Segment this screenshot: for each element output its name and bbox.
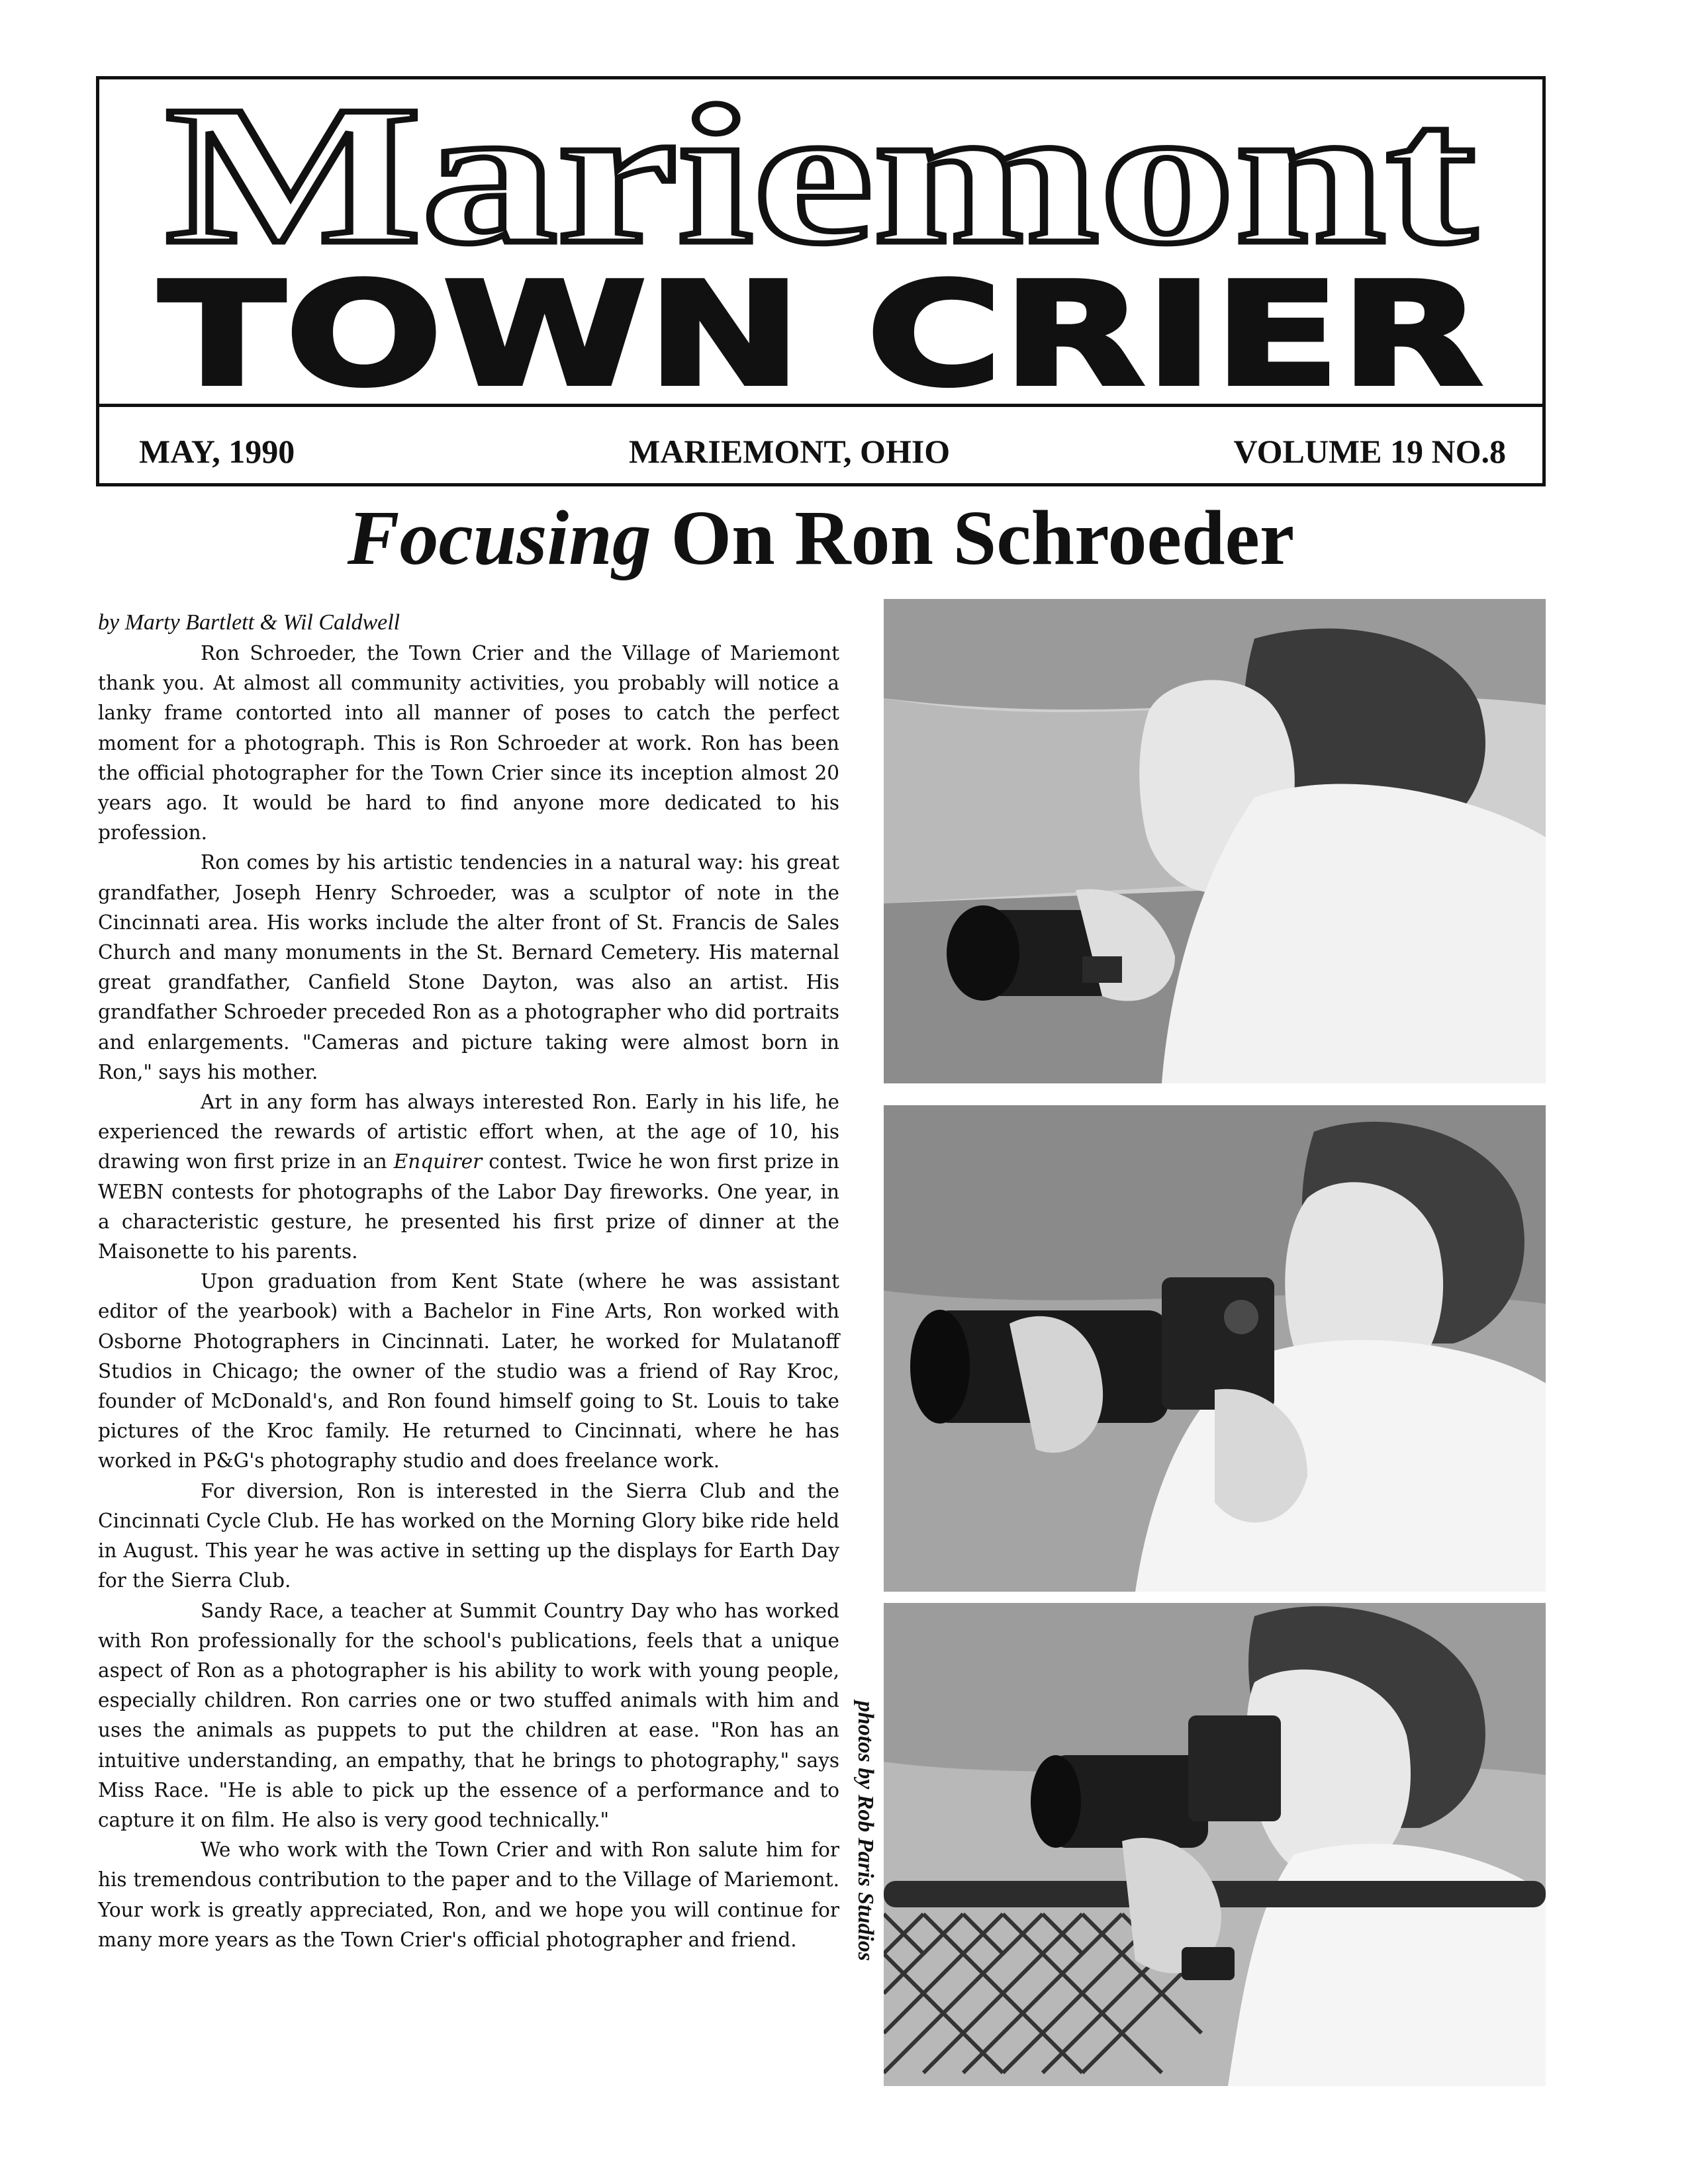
- headline-italic: Focusing: [347, 494, 651, 581]
- photo-credit: photos by Rob Paris Studios: [853, 1701, 878, 1961]
- article-paragraph: Sandy Race, a teacher at Summit Country Day who has worked with Ron professionally for the school's publications, feels that a unique aspect of Ron as a photographer is his ability to work with young people, especially children. Ron carries one or two stuffed animals with him and uses the animals as puppets to put the children at ease. "Ron has an intuitive understanding, an empathy, that he brings to photography," says Miss Race. "He is able to pick up the essence of a performance and to capture it on film. He also is very good technically.": [98, 1599, 839, 1831]
- article-paragraph: Upon graduation from Kent State (where he was assistant editor of the yearbook) with a Bachelor in Fine Arts, Ron worked with Osborne Photographers in Cincinnati. Later, he worked for Mulatanoff Studios in Chicago; the owner of the studio was a friend of Ray Kroc, founder of McDonald's, and Ron found himself going to St. Louis to take pictures of the Kroc family. He returned to Cincinnati, where he has worked in P&G's photography studio and does freelance work.: [98, 1270, 839, 1473]
- article-paragraph: For diversion, Ron is interested in the Sierra Club and the Cincinnati Cycle Club. He has worked on the Morning Glory bike ride held in August. This year he was active in setting up the displays for Earth Day for the Sierra Club.: [98, 1479, 839, 1592]
- article-body: [98, 639, 839, 1955]
- article-emphasis: Enquirer: [393, 1150, 483, 1173]
- photo-ron-3-image: [884, 1603, 1546, 2086]
- article-text: Art in any form has always interested Ron. Early in his life, he experienced the rewards of artistic effort when, at the age of 10, his drawing won first prize in an: [98, 1091, 839, 1173]
- photo-ron-1: [884, 599, 1546, 1083]
- photo-ron-2-image: [884, 1105, 1546, 1592]
- photo-ron-3: [884, 1603, 1546, 2086]
- article-paragraph: Ron comes by his artistic tendencies in a natural way: his great grandfather, Joseph Henry Schroeder, was a sculptor of note in the Cincinnati area. His works include the alter front of St. Francis de Sales Church and many monuments in the St. Bernard Cemetery. His maternal great grandfather, Canfield Stone Dayton, was also an artist. His grandfather Schroeder preceded Ron as a photographer who did portraits and enlargements. "Cameras and picture taking were almost born in Ron," says his mother.: [98, 851, 839, 1083]
- masthead-title-art: [99, 79, 1542, 404]
- byline: by Marty Bartlett & Wil Caldwell: [98, 610, 400, 635]
- photo-ron-2: [884, 1105, 1546, 1592]
- masthead: [96, 76, 1546, 486]
- masthead-title-line1: Mariemont: [165, 79, 1479, 285]
- article-text: contest. Twice he won first prize in WEBN contests for photographs of the Labor Day fireworks. One year, in a characteristic gesture, he presented his first prize of dinner at the Maisonette to his parents.: [98, 1150, 839, 1263]
- article-paragraph: We who work with the Town Crier and with Ron salute him for his tremendous contribution to the paper and to the Village of Mariemont. Your work is greatly appreciated, Ron, and we hope you will continue for many more years as the Town Crier's official photographer and friend.: [98, 1839, 839, 1951]
- dateline: [99, 404, 1542, 486]
- masthead-title-line2: TOWN CRIER: [159, 251, 1483, 404]
- issue-volume: VOLUME 19 NO.8: [1233, 433, 1506, 470]
- article-paragraph: [98, 1087, 839, 1267]
- article-paragraph: Ron Schroeder, the Town Crier and the Village of Mariemont thank you. At almost all community activities, you probably will notice a lanky frame contorted into all manner of poses to catch the perfect moment for a photograph. This is Ron Schroeder at work. Ron has been the official photographer for the Town Crier since its inception almost 20 years ago. It would be hard to find anyone more dedicated to his profession.: [98, 642, 839, 844]
- headline-rest: On Ron Schroeder: [651, 494, 1295, 581]
- photo-ron-1-image: [884, 599, 1546, 1083]
- issue-place: MARIEMONT, OHIO: [629, 433, 951, 470]
- issue-date: MAY, 1990: [139, 433, 295, 470]
- masthead-title: [99, 79, 1542, 404]
- headline: [96, 493, 1546, 583]
